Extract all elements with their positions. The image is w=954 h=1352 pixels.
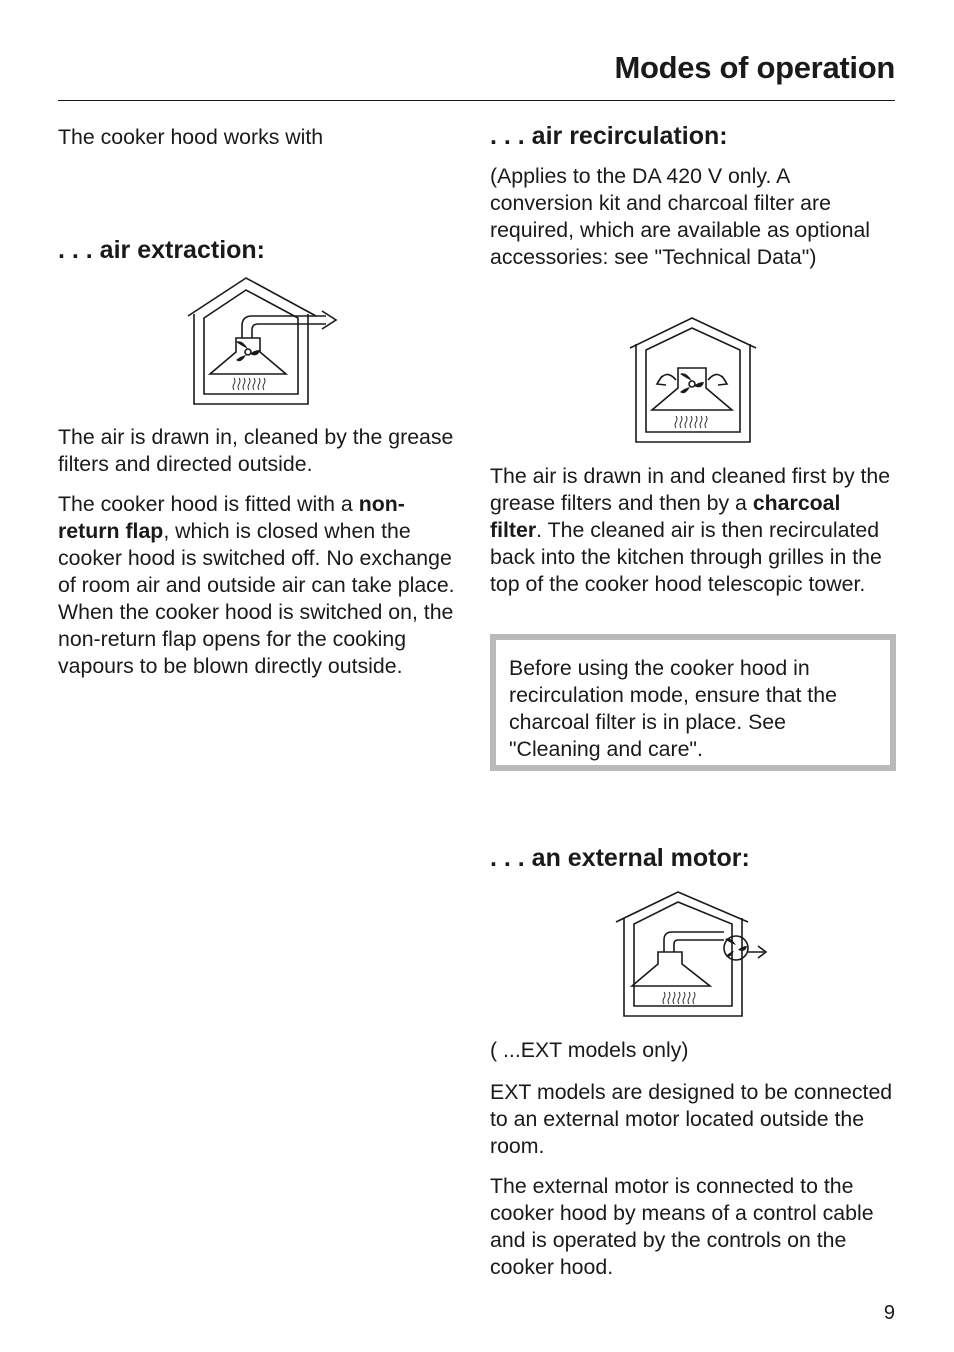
air-extraction-diagram <box>186 276 342 408</box>
recirculation-applies-note: (Applies to the DA 420 V only. A conversion kit and charcoal filter are required, which are available as optional accessories: see "Technical Data") <box>490 164 871 269</box>
recirc-text-before: The air is drawn in and cleaned first by the grease filters and then by a <box>490 464 891 515</box>
page-number: 9 <box>883 1302 895 1324</box>
intro-text: The cooker hood works with <box>58 125 324 149</box>
extraction-text-block <box>58 424 466 680</box>
external-motor-heading: . . . an external motor: <box>490 844 750 872</box>
flap-text-after: , which is closed when the cooker hood is switched off. No exchange of room air and outside air can take place. When the cooker hood is switched on, the non-return flap opens for the cooking vapours to be blown directly outside. <box>58 519 455 678</box>
non-return-flap-paragraph <box>58 491 466 680</box>
recirculation-description <box>490 463 898 598</box>
non-return-flap-term: non-return flap <box>58 492 405 543</box>
external-motor-diagram <box>614 890 770 1020</box>
air-recirculation-heading: . . . air recirculation: <box>490 122 728 150</box>
intro-text-block <box>58 124 466 151</box>
recirculation-description-block <box>490 463 898 598</box>
external-motor-text-block <box>490 1037 898 1281</box>
external-motor-description: The external motor is connected to the cooker hood by means of a control cable and is operated by the controls on the cooker hood. <box>490 1174 874 1279</box>
charcoal-filter-term: charcoal filter <box>490 491 841 542</box>
ext-models-only-note: ( ...EXT models only) <box>490 1038 689 1062</box>
recirc-text-after: . The cleaned air is then recirculated back into the kitchen through grilles in the top of the cooker hood telescopic tower. <box>490 518 882 596</box>
air-recirculation-diagram <box>628 316 758 446</box>
air-extraction-heading: . . . air extraction: <box>58 236 266 264</box>
charcoal-filter-note: Before using the cooker hood in recirculation mode, ensure that the charcoal filter is in place. See "Cleaning and care". <box>509 656 837 761</box>
flap-text-before: The cooker hood is fitted with a <box>58 492 359 516</box>
external-motor-heading-block <box>490 843 898 873</box>
recirculation-text-block <box>490 121 898 271</box>
ext-models-description: EXT models are designed to be connected to an external motor located outside the room. <box>490 1080 893 1158</box>
charcoal-filter-note-box <box>490 634 896 771</box>
page-title: Modes of operation <box>614 50 895 85</box>
extraction-heading-block <box>58 235 466 265</box>
extraction-description: The air is drawn in, cleaned by the grease filters and directed outside. <box>58 425 454 476</box>
title-rule <box>58 100 895 101</box>
